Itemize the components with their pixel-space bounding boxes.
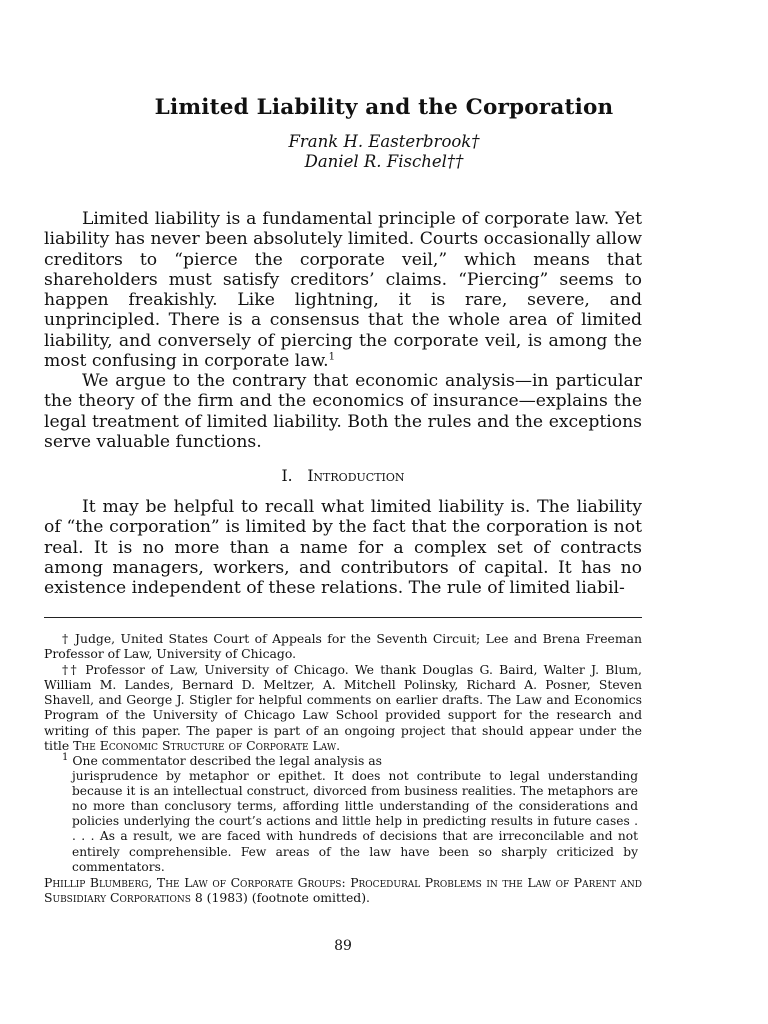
article-title: Limited Liability and the Corporation: [154, 95, 614, 120]
footnotes: [44, 631, 642, 906]
page-number: 89: [334, 938, 352, 954]
citation-source: Phillip Blumberg, The Law of Corporate Groups: Procedural Problems in the Law of Parent and Subsidiary Corporations: [44, 875, 642, 906]
paragraph-1-text: Limited liability is a fundamental principle of corporate law. Yet liability has never been absolutely limited. Courts occasionally allow creditors to “pierce the corporate veil,” which means that shareholders must satisfy creditors’ claims. “Piercing” seems to happen freakishly. Like lightning, it is rare, severe, and unprincipled. There is a consensus that the whole area of limited liability, and conversely of piercing the corporate veil, is among the most confusing in corporate law.: [44, 209, 642, 372]
footnote-1-intro: One commentator described the legal analysis as: [72, 753, 383, 769]
section-title: Introduction: [307, 467, 405, 485]
author-fischel: Daniel R. Fischel††: [304, 152, 464, 171]
footnote-1: [44, 753, 642, 768]
section-heading: [44, 467, 642, 485]
footnote-double-dagger-text: †† Professor of Law, University of Chicago. We thank Douglas G. Baird, Walter J. Blum, William M. Landes, Bernard D. Meltzer, A. Mitchell Polinsky, Richard A. Posner, Steven Shavell, and George J. Stigler for helpful comments on earlier drafts. The Law and Economics Program of the University of Chicago Law School provided support for the research and writing of this paper. The paper is part of an ongoing project that should appear under the title: [44, 661, 642, 754]
author-block: [40, 132, 728, 172]
footnote-1-citation: [44, 875, 642, 906]
paragraph-3: It may be helpful to recall what limited liability is. The liability of “the corporation” is limited by the fact that the corporation is not real. It is no more than a name for a complex set of contracts among managers, workers, and contributors of capital. It has no existence independent of these relations. The rule of limited liabil-: [44, 497, 642, 599]
paragraph-2: We argue to the contrary that economic analysis—in particular the theory of the firm and the economics of insurance—explains the legal treatment of limited liability. Both the rules and the exceptions serve valuable functions.: [44, 371, 642, 452]
footnote-book-title: The Economic Structure of Corporate Law.: [73, 738, 341, 754]
citation-pin: 8 (1983) (footnote omitted).: [194, 890, 370, 906]
section-number: I.: [281, 467, 293, 485]
footnote-1-marker: 1: [62, 752, 69, 764]
author-easterbrook: Frank H. Easterbrook†: [288, 132, 480, 151]
footnote-ref-1: 1: [328, 351, 335, 363]
footnote-divider: [44, 617, 642, 618]
footnote-1-blockquote: jurisprudence by metaphor or epithet. It does not contribute to legal understanding because it is an intellectual construct, divorced from business realities. The metaphors are no more than conclusory terms, affording little understanding of the considerations and policies underlying the court’s actions and little help in predicting results in future cases . . . . As a result, we are faced with hundreds of decisions that are irreconcilable and not entirely comprehensible. Few areas of the law have been so sharply criticized by commentators.: [72, 768, 638, 874]
paragraph-1: [44, 209, 642, 371]
footnote-dagger: † Judge, United States Court of Appeals for the Seventh Circuit; Lee and Brena Freeman Professor of Law, University of Chicago.: [44, 631, 642, 662]
footnote-double-dagger: [44, 662, 642, 754]
